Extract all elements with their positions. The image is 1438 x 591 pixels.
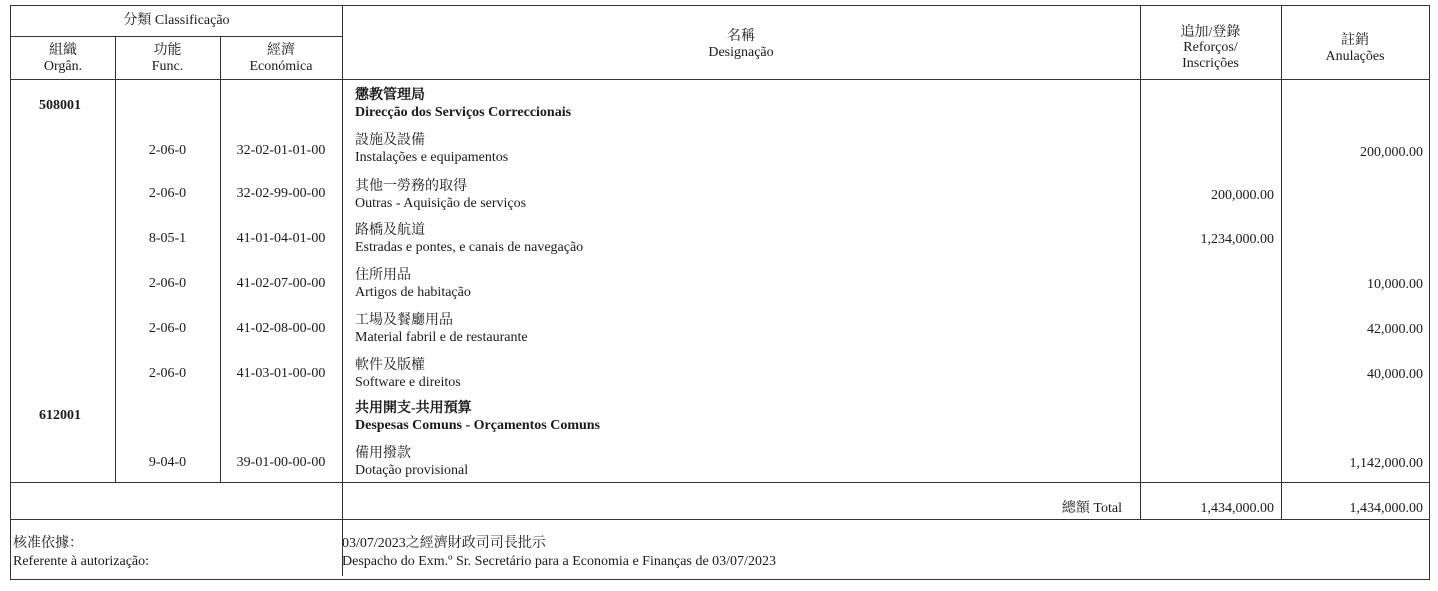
row-2-name-zh: 其他一勞務的取得 [355, 179, 467, 194]
row-5-econ: 41-02-08-00-00 [236, 321, 326, 336]
header-econ-zh: 經濟 [267, 43, 295, 58]
row-7-name-pt: Despesas Comuns - Orçamentos Comuns [355, 418, 601, 433]
row-5-func: 2-06-0 [148, 321, 187, 336]
row-6-name-zh: 軟件及版權 [355, 358, 425, 373]
row-2-econ: 32-02-99-00-00 [236, 186, 326, 201]
header-designation-pt: Designação [708, 45, 774, 60]
row-2-name-pt: Outras - Aquisição de serviços [355, 196, 527, 211]
header-designation-zh: 名稱 [727, 29, 755, 44]
row-divider-footer [11, 519, 1429, 520]
header-organ-pt: Orgân. [43, 59, 83, 74]
row-1-func: 2-06-0 [148, 143, 187, 158]
row-0-name-pt: Direcção dos Serviços Correccionais [355, 105, 572, 120]
header-cancel-pt: Anulações [1325, 49, 1385, 64]
row-4-func: 2-06-0 [148, 276, 187, 291]
row-6-econ: 41-03-01-00-00 [236, 366, 326, 381]
row-3-func: 8-05-1 [148, 231, 187, 246]
budget-table [10, 5, 1430, 580]
row-1-name-zh: 設施及設備 [355, 133, 425, 148]
total-cancel: 1,434,000.00 [1349, 501, 1423, 516]
header-econ-pt: Económica [249, 59, 313, 74]
footer-label-zh: 核准依據： [13, 536, 83, 551]
row-2-reinforce: 200,000.00 [1211, 188, 1274, 203]
row-8-func: 9-04-0 [148, 455, 187, 470]
row-6-func: 2-06-0 [148, 366, 187, 381]
col-divider-func [220, 36, 221, 482]
row-3-econ: 41-01-04-01-00 [236, 231, 326, 246]
header-func-pt: Func. [151, 59, 184, 74]
row-7-name-zh: 共用開支-共用預算 [355, 401, 472, 416]
row-3-name-zh: 路橋及航道 [355, 223, 425, 238]
total-reinforce: 1,434,000.00 [1200, 501, 1274, 516]
header-reinforce-pt1: Reforços/ [1183, 40, 1238, 55]
row-divider-header [11, 79, 1429, 80]
row-8-econ: 39-01-00-00-00 [236, 455, 326, 470]
row-divider-classification [11, 36, 342, 37]
row-8-cancel: 1,142,000.00 [1349, 456, 1423, 471]
header-reinforce-pt2: Inscrições [1182, 56, 1239, 71]
header-organ-zh: 組織 [49, 43, 77, 58]
row-3-reinforce: 1,234,000.00 [1200, 232, 1274, 247]
row-7-organ: 612001 [39, 408, 81, 423]
footer-label-pt: Referente à autorização: [13, 554, 150, 569]
row-1-name-pt: Instalações e equipamentos [355, 150, 509, 165]
header-cancel-zh: 註銷 [1341, 33, 1369, 48]
row-5-cancel: 42,000.00 [1367, 322, 1423, 337]
header-classification: 分類 Classificação [123, 13, 230, 28]
row-divider-total [11, 482, 1429, 483]
row-6-name-pt: Software e direitos [355, 375, 461, 390]
row-8-name-zh: 備用撥款 [355, 446, 411, 461]
row-3-name-pt: Estradas e pontes, e canais de navegação [355, 240, 584, 255]
footer-text-pt: Despacho do Exm.º Sr. Secretário para a Economia e Finanças de 03/07/2023 [342, 554, 776, 569]
header-func-zh: 功能 [153, 43, 182, 58]
footer-text-zh: 03/07/2023之經濟財政司司長批示 [342, 536, 546, 551]
row-0-organ: 508001 [39, 98, 81, 113]
row-5-name-zh: 工場及餐廳用品 [355, 313, 453, 328]
col-divider-reinforce [1281, 6, 1282, 519]
row-4-cancel: 10,000.00 [1367, 277, 1423, 292]
col-divider-class [342, 6, 343, 576]
row-4-econ: 41-02-07-00-00 [236, 276, 326, 291]
col-divider-organ [115, 36, 116, 482]
row-1-econ: 32-02-01-01-00 [236, 143, 326, 158]
row-4-name-pt: Artigos de habitação [355, 285, 471, 300]
row-2-func: 2-06-0 [148, 186, 187, 201]
row-6-cancel: 40,000.00 [1367, 367, 1423, 382]
col-divider-designation [1140, 6, 1141, 519]
header-reinforce-zh: 追加/登錄 [1180, 25, 1241, 40]
row-0-name-zh: 懲教管理局 [355, 88, 425, 103]
row-8-name-pt: Dotação provisional [355, 463, 469, 478]
row-4-name-zh: 住所用品 [355, 268, 411, 283]
total-label: 總額 Total [1061, 501, 1122, 516]
row-5-name-pt: Material fabril e de restaurante [355, 330, 528, 345]
row-1-cancel: 200,000.00 [1360, 145, 1423, 160]
